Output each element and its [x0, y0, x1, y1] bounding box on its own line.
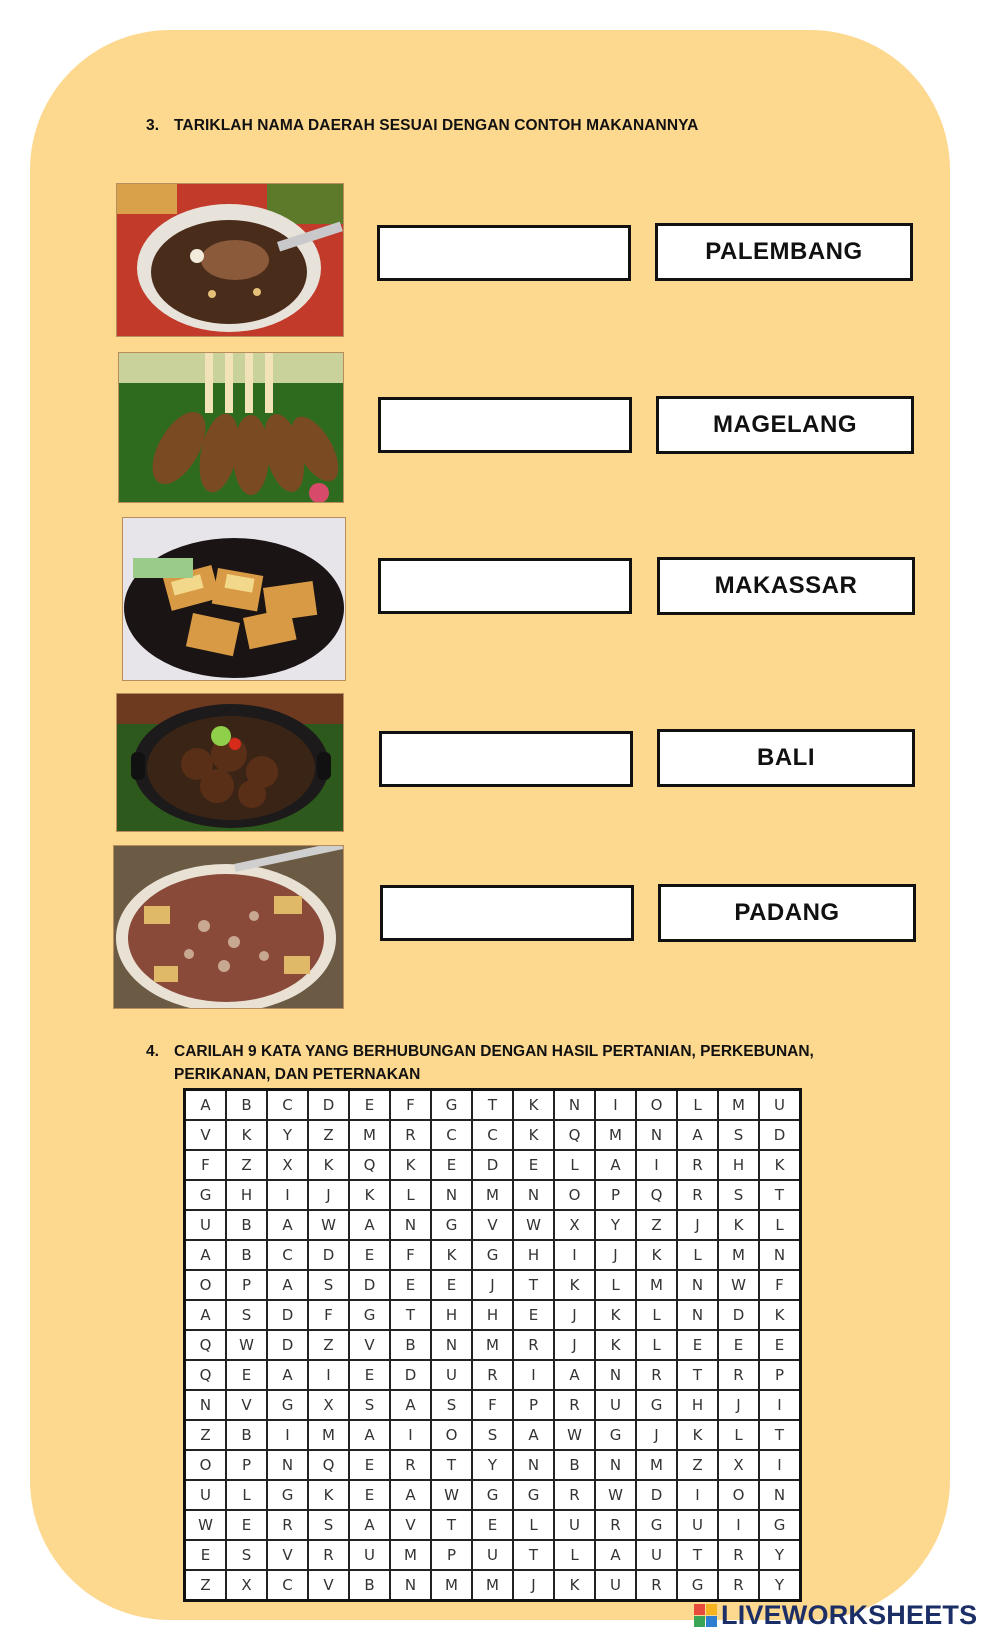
grid-cell[interactable]: C: [472, 1120, 513, 1150]
grid-cell[interactable]: G: [595, 1420, 636, 1450]
grid-cell[interactable]: E: [226, 1360, 267, 1390]
grid-cell[interactable]: E: [431, 1270, 472, 1300]
grid-cell[interactable]: N: [390, 1570, 431, 1601]
grid-cell[interactable]: K: [431, 1240, 472, 1270]
grid-row: [185, 1330, 801, 1360]
grid-cell[interactable]: K: [513, 1090, 554, 1121]
grid-cell[interactable]: M: [390, 1540, 431, 1570]
grid-cell[interactable]: E: [513, 1150, 554, 1180]
grid-cell[interactable]: X: [718, 1450, 759, 1480]
grid-cell[interactable]: T: [677, 1360, 718, 1390]
grid-cell[interactable]: A: [185, 1300, 227, 1330]
grid-cell[interactable]: V: [267, 1540, 308, 1570]
grid-cell[interactable]: C: [267, 1090, 308, 1121]
grid-cell[interactable]: C: [267, 1570, 308, 1601]
grid-cell[interactable]: F: [390, 1090, 431, 1121]
grid-cell[interactable]: R: [677, 1150, 718, 1180]
grid-cell[interactable]: B: [349, 1570, 390, 1601]
grid-cell[interactable]: R: [636, 1570, 677, 1601]
grid-cell[interactable]: A: [185, 1090, 227, 1121]
grid-cell[interactable]: Q: [554, 1120, 595, 1150]
grid-row: [185, 1450, 801, 1480]
grid-cell[interactable]: S: [349, 1390, 390, 1420]
grid-cell[interactable]: Y: [267, 1120, 308, 1150]
grid-row: [185, 1090, 801, 1121]
grid-cell[interactable]: D: [390, 1360, 431, 1390]
grid-cell[interactable]: R: [677, 1180, 718, 1210]
grid-cell[interactable]: A: [513, 1420, 554, 1450]
grid-cell[interactable]: G: [472, 1480, 513, 1510]
grid-cell[interactable]: U: [185, 1480, 227, 1510]
grid-cell[interactable]: L: [636, 1330, 677, 1360]
grid-cell[interactable]: T: [759, 1420, 801, 1450]
grid-cell[interactable]: S: [226, 1540, 267, 1570]
grid-cell[interactable]: W: [554, 1420, 595, 1450]
answer-box-2[interactable]: [378, 397, 632, 453]
grid-cell[interactable]: K: [636, 1240, 677, 1270]
grid-cell[interactable]: A: [554, 1360, 595, 1390]
grid-cell[interactable]: K: [513, 1120, 554, 1150]
grid-cell[interactable]: B: [554, 1450, 595, 1480]
grid-cell[interactable]: R: [472, 1360, 513, 1390]
grid-cell[interactable]: D: [267, 1330, 308, 1360]
grid-cell[interactable]: L: [677, 1090, 718, 1121]
grid-cell[interactable]: X: [554, 1210, 595, 1240]
grid-cell[interactable]: E: [472, 1510, 513, 1540]
grid-cell[interactable]: D: [267, 1300, 308, 1330]
grid-cell[interactable]: D: [718, 1300, 759, 1330]
grid-cell[interactable]: E: [226, 1510, 267, 1540]
grid-cell[interactable]: S: [431, 1390, 472, 1420]
grid-cell[interactable]: N: [185, 1390, 227, 1420]
grid-cell[interactable]: T: [390, 1300, 431, 1330]
grid-cell[interactable]: T: [472, 1090, 513, 1121]
grid-cell[interactable]: W: [226, 1330, 267, 1360]
grid-cell[interactable]: A: [267, 1270, 308, 1300]
grid-cell[interactable]: P: [759, 1360, 801, 1390]
grid-cell[interactable]: W: [718, 1270, 759, 1300]
grid-cell[interactable]: A: [185, 1240, 227, 1270]
grid-cell[interactable]: E: [349, 1480, 390, 1510]
grid-cell[interactable]: E: [390, 1270, 431, 1300]
grid-cell[interactable]: K: [677, 1420, 718, 1450]
grid-cell[interactable]: W: [595, 1480, 636, 1510]
grid-cell[interactable]: P: [226, 1270, 267, 1300]
question-3-text: TARIKLAH NAMA DAERAH SESUAI DENGAN CONTOH MAKANANNYA: [174, 117, 699, 134]
grid-cell[interactable]: G: [759, 1510, 801, 1540]
grid-cell[interactable]: G: [267, 1480, 308, 1510]
grid-cell[interactable]: T: [513, 1270, 554, 1300]
grid-cell[interactable]: K: [308, 1480, 349, 1510]
grid-cell[interactable]: Q: [185, 1330, 227, 1360]
grid-cell[interactable]: G: [636, 1390, 677, 1420]
grid-cell[interactable]: N: [677, 1270, 718, 1300]
grid-cell[interactable]: B: [226, 1210, 267, 1240]
grid-cell[interactable]: X: [267, 1150, 308, 1180]
grid-cell[interactable]: U: [349, 1540, 390, 1570]
grid-cell[interactable]: I: [390, 1420, 431, 1450]
grid-cell[interactable]: F: [472, 1390, 513, 1420]
grid-cell[interactable]: T: [677, 1540, 718, 1570]
grid-cell[interactable]: O: [718, 1480, 759, 1510]
grid-cell[interactable]: Y: [759, 1570, 801, 1601]
grid-cell[interactable]: P: [513, 1390, 554, 1420]
grid-row: [185, 1420, 801, 1450]
grid-cell[interactable]: V: [472, 1210, 513, 1240]
grid-cell[interactable]: G: [349, 1300, 390, 1330]
question-3-heading: [146, 117, 698, 135]
grid-cell[interactable]: G: [185, 1180, 227, 1210]
grid-cell[interactable]: G: [267, 1390, 308, 1420]
grid-cell[interactable]: R: [595, 1510, 636, 1540]
region-makassar[interactable]: MAKASSAR: [657, 557, 915, 615]
grid-cell[interactable]: D: [308, 1240, 349, 1270]
grid-cell[interactable]: G: [431, 1090, 472, 1121]
grid-cell[interactable]: Z: [677, 1450, 718, 1480]
grid-row: [185, 1270, 801, 1300]
grid-cell[interactable]: K: [349, 1180, 390, 1210]
grid-cell[interactable]: K: [308, 1150, 349, 1180]
grid-cell[interactable]: M: [472, 1570, 513, 1601]
grid-cell[interactable]: J: [513, 1570, 554, 1601]
grid-cell[interactable]: N: [636, 1120, 677, 1150]
grid-cell[interactable]: S: [308, 1270, 349, 1300]
grid-cell[interactable]: I: [554, 1240, 595, 1270]
grid-cell[interactable]: S: [226, 1300, 267, 1330]
grid-cell[interactable]: T: [431, 1510, 472, 1540]
grid-row: [185, 1480, 801, 1510]
grid-cell[interactable]: F: [759, 1270, 801, 1300]
grid-cell[interactable]: Y: [595, 1210, 636, 1240]
grid-cell[interactable]: M: [349, 1120, 390, 1150]
grid-cell[interactable]: R: [390, 1120, 431, 1150]
grid-cell[interactable]: R: [308, 1540, 349, 1570]
grid-cell[interactable]: I: [308, 1360, 349, 1390]
grid-cell[interactable]: I: [267, 1420, 308, 1450]
grid-cell[interactable]: I: [718, 1510, 759, 1540]
grid-cell[interactable]: V: [308, 1570, 349, 1601]
grid-cell[interactable]: K: [718, 1210, 759, 1240]
grid-cell[interactable]: S: [718, 1120, 759, 1150]
grid-cell[interactable]: L: [677, 1240, 718, 1270]
grid-cell[interactable]: M: [308, 1420, 349, 1450]
grid-cell[interactable]: Q: [636, 1180, 677, 1210]
food-image-satay: [118, 352, 344, 503]
question-4-text-line2: PERIKANAN, DAN PETERNAKAN: [174, 1066, 421, 1083]
grid-cell[interactable]: R: [636, 1360, 677, 1390]
grid-cell[interactable]: T: [513, 1540, 554, 1570]
grid-cell[interactable]: K: [226, 1120, 267, 1150]
grid-cell[interactable]: R: [513, 1330, 554, 1360]
grid-cell[interactable]: I: [759, 1390, 801, 1420]
grid-cell[interactable]: N: [431, 1330, 472, 1360]
grid-cell[interactable]: N: [595, 1360, 636, 1390]
grid-cell[interactable]: H: [718, 1150, 759, 1180]
answer-box-3[interactable]: [378, 558, 632, 614]
grid-cell[interactable]: V: [226, 1390, 267, 1420]
grid-cell[interactable]: G: [431, 1210, 472, 1240]
grid-cell[interactable]: J: [554, 1300, 595, 1330]
region-palembang[interactable]: PALEMBANG: [655, 223, 913, 281]
grid-cell[interactable]: W: [513, 1210, 554, 1240]
grid-cell[interactable]: J: [554, 1330, 595, 1360]
answer-box-5[interactable]: [380, 885, 634, 941]
grid-cell[interactable]: E: [513, 1300, 554, 1330]
region-magelang[interactable]: MAGELANG: [656, 396, 914, 454]
grid-cell[interactable]: N: [431, 1180, 472, 1210]
grid-cell[interactable]: N: [267, 1450, 308, 1480]
grid-cell[interactable]: A: [595, 1150, 636, 1180]
grid-cell[interactable]: A: [390, 1480, 431, 1510]
grid-cell[interactable]: Y: [759, 1540, 801, 1570]
question-4-number: 4.: [146, 1043, 159, 1060]
grid-cell[interactable]: B: [226, 1090, 267, 1121]
grid-cell[interactable]: L: [636, 1300, 677, 1330]
word-search-grid: [183, 1088, 802, 1602]
grid-cell[interactable]: U: [595, 1570, 636, 1601]
grid-cell[interactable]: K: [390, 1150, 431, 1180]
grid-cell[interactable]: T: [759, 1180, 801, 1210]
grid-cell[interactable]: O: [185, 1450, 227, 1480]
grid-cell[interactable]: E: [759, 1330, 801, 1360]
grid-row: [185, 1180, 801, 1210]
grid-cell[interactable]: Q: [185, 1360, 227, 1390]
grid-cell[interactable]: D: [349, 1270, 390, 1300]
grid-cell[interactable]: M: [472, 1330, 513, 1360]
grid-cell[interactable]: Q: [308, 1450, 349, 1480]
grid-cell[interactable]: O: [185, 1270, 227, 1300]
grid-cell[interactable]: N: [513, 1450, 554, 1480]
grid-cell[interactable]: J: [677, 1210, 718, 1240]
grid-cell[interactable]: J: [595, 1240, 636, 1270]
grid-cell[interactable]: D: [636, 1480, 677, 1510]
grid-cell[interactable]: X: [308, 1390, 349, 1420]
grid-cell[interactable]: J: [308, 1180, 349, 1210]
grid-row: [185, 1210, 801, 1240]
grid-cell[interactable]: A: [390, 1390, 431, 1420]
grid-cell[interactable]: R: [718, 1540, 759, 1570]
grid-cell[interactable]: L: [554, 1540, 595, 1570]
grid-cell[interactable]: K: [554, 1570, 595, 1601]
grid-cell[interactable]: N: [677, 1300, 718, 1330]
grid-row: [185, 1300, 801, 1330]
grid-cell[interactable]: N: [595, 1450, 636, 1480]
grid-cell[interactable]: W: [308, 1210, 349, 1240]
grid-cell[interactable]: G: [472, 1240, 513, 1270]
grid-cell[interactable]: H: [677, 1390, 718, 1420]
grid-cell[interactable]: E: [677, 1330, 718, 1360]
answer-box-4[interactable]: [379, 731, 633, 787]
grid-cell[interactable]: F: [390, 1240, 431, 1270]
grid-cell[interactable]: A: [267, 1210, 308, 1240]
grid-row: [185, 1390, 801, 1420]
grid-cell[interactable]: L: [513, 1510, 554, 1540]
grid-cell[interactable]: L: [595, 1270, 636, 1300]
grid-cell[interactable]: L: [226, 1480, 267, 1510]
grid-row: [185, 1570, 801, 1601]
grid-cell[interactable]: J: [718, 1390, 759, 1420]
grid-cell[interactable]: F: [308, 1300, 349, 1330]
grid-cell[interactable]: Z: [185, 1420, 227, 1450]
grid-cell[interactable]: L: [759, 1210, 801, 1240]
grid-cell[interactable]: O: [554, 1180, 595, 1210]
grid-cell[interactable]: U: [759, 1090, 801, 1121]
grid-cell[interactable]: R: [554, 1480, 595, 1510]
grid-row: [185, 1510, 801, 1540]
region-bali[interactable]: BALI: [657, 729, 915, 787]
answer-box-1[interactable]: [377, 225, 631, 281]
grid-cell[interactable]: D: [308, 1090, 349, 1121]
grid-cell[interactable]: S: [472, 1420, 513, 1450]
grid-cell[interactable]: E: [349, 1360, 390, 1390]
grid-cell[interactable]: M: [718, 1090, 759, 1121]
grid-cell[interactable]: Z: [185, 1570, 227, 1601]
grid-cell[interactable]: Z: [226, 1150, 267, 1180]
grid-cell[interactable]: W: [185, 1510, 227, 1540]
grid-cell[interactable]: U: [595, 1390, 636, 1420]
grid-cell[interactable]: O: [636, 1090, 677, 1121]
grid-cell[interactable]: L: [554, 1150, 595, 1180]
grid-cell[interactable]: R: [267, 1510, 308, 1540]
question-4-heading: [146, 1040, 814, 1086]
grid-cell[interactable]: P: [226, 1450, 267, 1480]
grid-cell[interactable]: K: [595, 1330, 636, 1360]
grid-cell[interactable]: R: [390, 1450, 431, 1480]
region-padang[interactable]: PADANG: [658, 884, 916, 942]
grid-cell[interactable]: T: [431, 1450, 472, 1480]
grid-cell[interactable]: G: [677, 1570, 718, 1601]
grid-cell[interactable]: U: [554, 1510, 595, 1540]
grid-cell[interactable]: U: [636, 1540, 677, 1570]
grid-row: [185, 1120, 801, 1150]
grid-cell[interactable]: Q: [349, 1150, 390, 1180]
grid-cell[interactable]: U: [185, 1210, 227, 1240]
grid-cell[interactable]: E: [718, 1330, 759, 1360]
grid-cell[interactable]: V: [185, 1120, 227, 1150]
grid-cell[interactable]: M: [472, 1180, 513, 1210]
grid-cell[interactable]: S: [308, 1510, 349, 1540]
liveworksheets-brand: LIVEWORKSHEETS: [721, 1600, 978, 1630]
grid-cell[interactable]: J: [472, 1270, 513, 1300]
grid-cell[interactable]: H: [431, 1300, 472, 1330]
grid-cell[interactable]: A: [677, 1120, 718, 1150]
grid-cell[interactable]: N: [759, 1480, 801, 1510]
grid-cell[interactable]: I: [636, 1150, 677, 1180]
grid-cell[interactable]: V: [349, 1330, 390, 1360]
grid-cell[interactable]: K: [595, 1300, 636, 1330]
grid-cell[interactable]: U: [677, 1510, 718, 1540]
grid-row: [185, 1240, 801, 1270]
grid-cell[interactable]: K: [759, 1300, 801, 1330]
food-image-tofu-dish: [113, 845, 344, 1009]
grid-cell[interactable]: M: [718, 1240, 759, 1270]
liveworksheets-logo-icon: [694, 1604, 718, 1628]
grid-cell[interactable]: N: [513, 1180, 554, 1210]
grid-cell[interactable]: W: [431, 1480, 472, 1510]
grid-cell[interactable]: G: [636, 1510, 677, 1540]
grid-cell[interactable]: A: [267, 1360, 308, 1390]
grid-cell[interactable]: I: [267, 1180, 308, 1210]
food-image-pempek: [122, 517, 346, 681]
grid-cell[interactable]: P: [595, 1180, 636, 1210]
grid-cell[interactable]: U: [431, 1360, 472, 1390]
grid-cell[interactable]: B: [226, 1240, 267, 1270]
grid-cell[interactable]: E: [349, 1450, 390, 1480]
grid-cell[interactable]: H: [513, 1240, 554, 1270]
grid-cell[interactable]: E: [349, 1240, 390, 1270]
grid-cell[interactable]: S: [718, 1180, 759, 1210]
grid-cell[interactable]: H: [472, 1300, 513, 1330]
grid-cell[interactable]: I: [759, 1450, 801, 1480]
grid-cell[interactable]: D: [759, 1120, 801, 1150]
grid-cell[interactable]: K: [554, 1270, 595, 1300]
grid-cell[interactable]: V: [390, 1510, 431, 1540]
question-3-number: 3.: [146, 117, 160, 134]
grid-cell[interactable]: G: [513, 1480, 554, 1510]
food-image-soup: [116, 183, 344, 337]
grid-cell[interactable]: A: [349, 1510, 390, 1540]
grid-cell[interactable]: C: [431, 1120, 472, 1150]
food-image-rendang: [116, 693, 344, 832]
grid-row: [185, 1150, 801, 1180]
grid-cell[interactable]: J: [636, 1420, 677, 1450]
grid-cell[interactable]: L: [390, 1180, 431, 1210]
grid-cell[interactable]: M: [595, 1120, 636, 1150]
grid-cell[interactable]: K: [759, 1150, 801, 1180]
grid-cell[interactable]: O: [431, 1420, 472, 1450]
grid-cell[interactable]: Z: [308, 1120, 349, 1150]
grid-cell[interactable]: Z: [308, 1330, 349, 1360]
grid-row: [185, 1540, 801, 1570]
grid-cell[interactable]: I: [595, 1090, 636, 1121]
grid-cell[interactable]: Y: [472, 1450, 513, 1480]
grid-cell[interactable]: A: [349, 1420, 390, 1450]
grid-cell[interactable]: B: [226, 1420, 267, 1450]
grid-cell[interactable]: R: [718, 1360, 759, 1390]
grid-cell[interactable]: P: [431, 1540, 472, 1570]
grid-cell[interactable]: N: [390, 1210, 431, 1240]
grid-cell[interactable]: F: [185, 1150, 227, 1180]
grid-cell[interactable]: L: [718, 1420, 759, 1450]
grid-cell[interactable]: R: [718, 1570, 759, 1601]
grid-cell[interactable]: M: [431, 1570, 472, 1601]
grid-cell[interactable]: M: [636, 1270, 677, 1300]
liveworksheets-footer: [694, 1600, 977, 1631]
grid-cell[interactable]: H: [226, 1180, 267, 1210]
grid-cell[interactable]: I: [677, 1480, 718, 1510]
grid-cell[interactable]: N: [554, 1090, 595, 1121]
grid-cell[interactable]: B: [390, 1330, 431, 1360]
grid-cell[interactable]: N: [759, 1240, 801, 1270]
grid-cell[interactable]: M: [636, 1450, 677, 1480]
grid-cell[interactable]: C: [267, 1240, 308, 1270]
grid-cell[interactable]: E: [185, 1540, 227, 1570]
grid-cell[interactable]: E: [431, 1150, 472, 1180]
grid-cell[interactable]: A: [595, 1540, 636, 1570]
grid-cell[interactable]: A: [349, 1210, 390, 1240]
grid-cell[interactable]: X: [226, 1570, 267, 1601]
grid-row: [185, 1360, 801, 1390]
grid-cell[interactable]: I: [513, 1360, 554, 1390]
grid-cell[interactable]: U: [472, 1540, 513, 1570]
grid-cell[interactable]: R: [554, 1390, 595, 1420]
grid-cell[interactable]: E: [349, 1090, 390, 1121]
question-4-text-line1: CARILAH 9 KATA YANG BERHUBUNGAN DENGAN HASIL PERTANIAN, PERKEBUNAN,: [174, 1043, 814, 1060]
grid-cell[interactable]: Z: [636, 1210, 677, 1240]
grid-cell[interactable]: D: [472, 1150, 513, 1180]
